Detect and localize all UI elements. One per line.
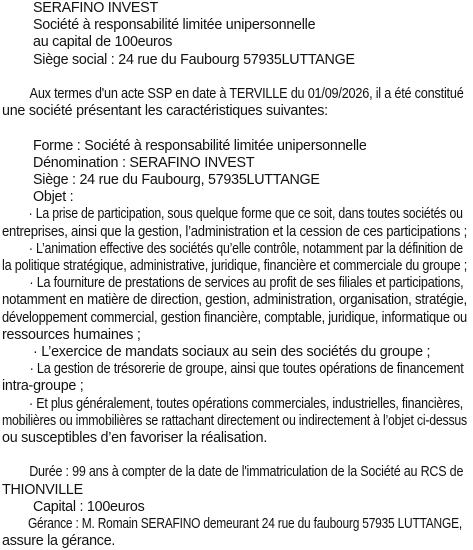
objet-item-first-line: · La gestion de trésorerie de groupe, ainsi que toutes opérations de financement (29, 361, 464, 378)
gerance-line-1: Gérance : M. Romain SERAFINO demeurant 24 rue du faubourg 57935 LUTTANGE, (27, 516, 462, 533)
objet-item-continuation: ressources humaines ; (2, 326, 141, 343)
duree-line-2: THIONVILLE (2, 481, 83, 498)
spacer (2, 447, 467, 464)
detail-siege: Siège : 24 rue du Faubourg, 57935LUTTANGE (33, 172, 320, 188)
objet-item (2, 206, 467, 240)
objet-item-continuation: mobilières ou immobilières se rattachant directement ou indirectement à l’objet ci-dessus (2, 412, 467, 429)
objet-item (2, 275, 467, 344)
company-capital: au capital de 100euros (33, 34, 173, 51)
objet-item-first-line: · L’animation effective des sociétés qu’elle contrôle, notamment par la définition de (28, 240, 463, 257)
objet-item-continuation: entreprises, ainsi que la gestion, l’administration et la cession de ces participations ; (2, 223, 468, 240)
objet-item (2, 361, 467, 395)
objet-item-continuation: ou susceptibles d’en favoriser la réalisation. (2, 430, 268, 447)
objet-item (2, 396, 467, 448)
objet-item-continuation: notamment en matière de direction, gestion, administration, organisation, stratégie, (2, 292, 467, 309)
company-name: SERAFINO INVEST (33, 0, 158, 16)
spacer (2, 69, 467, 86)
intro-line-2: une société présentant les caractéristiques suivantes: (2, 103, 328, 120)
intro-line-1: Aux termes d'un acte SSP en date à TERVILLE du 01/09/2026, il a été constitué (29, 86, 464, 102)
objet-item-continuation: intra-groupe ; (2, 378, 84, 395)
duree-line-1: Durée : 99 ans à compter de la date de l'immatriculation de la Société au RCS de (29, 464, 464, 481)
company-seat: Siège social : 24 rue du Faubourg 57935LUTTANGE (33, 51, 355, 68)
spacer (2, 120, 467, 137)
detail-forme: Forme : Société à responsabilité limitée unipersonnelle (33, 137, 367, 154)
objet-item-first-line: · La prise de participation, sous quelque forme que ce soit, dans toutes sociétés ou (28, 206, 463, 223)
objet-item-first-line: · La fourniture de prestations de services au profit de ses filiales et participations, (29, 275, 464, 292)
detail-objet-label: Objet : (33, 189, 74, 206)
detail-denomination: Dénomination : SERAFINO INVEST (33, 154, 255, 171)
objet-item (2, 241, 467, 275)
objet-item (2, 344, 467, 361)
objet-list (2, 206, 467, 447)
company-form: Société à responsabilité limitée unipersonnelle (33, 17, 316, 34)
objet-item-first-line: · L’exercice de mandats sociaux au sein des sociétés du groupe ; (33, 344, 431, 361)
gerance-line-2: assure la gérance. (2, 533, 116, 550)
footer-capital: Capital : 100euros (33, 498, 145, 515)
objet-item-continuation: la politique stratégique, administrative, juridique, financière et commerciale du groupe ; (2, 258, 468, 275)
objet-item-first-line: · Et plus généralement, toutes opérations commerciales, industrielles, financières, (29, 395, 464, 412)
objet-item-continuation: développement commercial, gestion financière, comptable, juridique, informatique ou (2, 309, 467, 326)
